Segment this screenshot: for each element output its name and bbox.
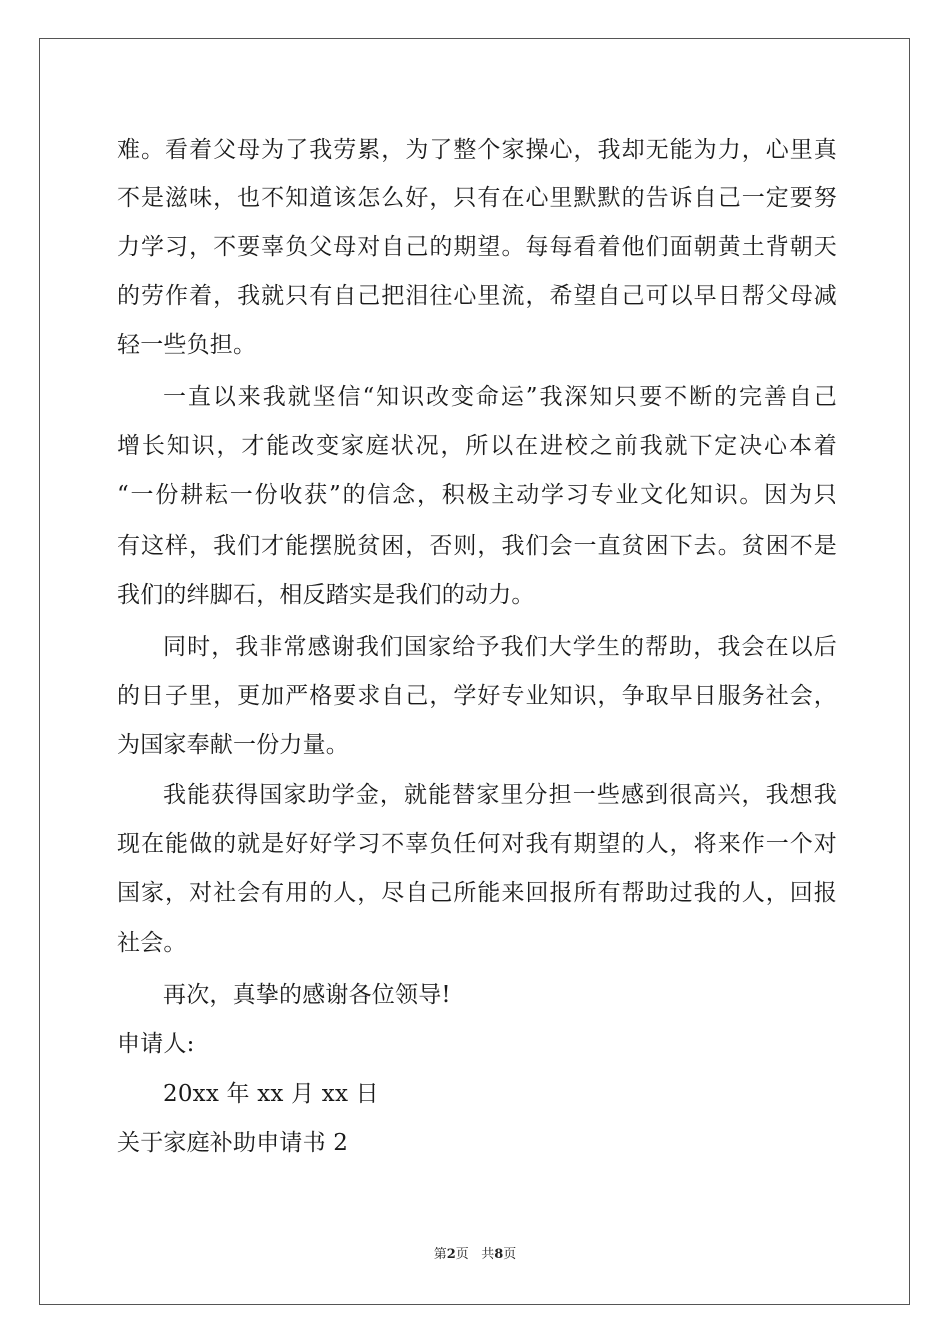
- paragraph-line: 同时，我非常感谢我们国家给予我们大学生的帮助，我会在以后: [163, 634, 837, 660]
- paragraph-line: 力学习，不要辜负父母对自己的期望。每每看着他们面朝黄土背朝天: [117, 234, 837, 260]
- paragraph-line: 的劳作着，我就只有自己把泪往心里流，希望自己可以早日帮父母减: [117, 283, 837, 309]
- paragraph-line: 轻一些负担。: [117, 332, 257, 358]
- paragraph-line: 一直以来我就坚信“知识改变命运”我深知只要不断的完善自己: [163, 384, 837, 410]
- closing-line: 再次，真挚的感谢各位领导!: [163, 982, 451, 1008]
- current-page-number: 2: [446, 1247, 456, 1262]
- next-document-title: 关于家庭补助申请书 2: [117, 1130, 349, 1156]
- footer-page-unit: 页: [455, 1247, 469, 1262]
- footer-prefix: 第: [433, 1247, 447, 1262]
- paragraph-line: 国家，对社会有用的人，尽自己所能来回报所有帮助过我的人，回报: [117, 880, 837, 906]
- paragraph-line: 我能获得国家助学金，就能替家里分担一些感到很高兴，我想我: [163, 782, 837, 808]
- paragraph-line: 不是滋味，也不知道该怎么好，只有在心里默默的告诉自己一定要努: [117, 185, 837, 211]
- applicant-label: 申请人:: [117, 1031, 195, 1057]
- paragraph-line: 增长知识，才能改变家庭状况，所以在进校之前我就下定决心本着: [117, 433, 837, 459]
- paragraph-line: “一份耕耘一份收获”的信念，积极主动学习专业文化知识。因为只: [117, 482, 837, 508]
- paragraph-line: 为国家奉献一份力量。: [117, 732, 349, 758]
- paragraph-line: 现在能做的就是好好学习不辜负任何对我有期望的人，将来作一个对: [117, 831, 837, 857]
- page-footer: [0, 1247, 950, 1263]
- paragraph-line: 有这样，我们才能摆脱贫困，否则，我们会一直贫困下去。贫困不是: [117, 533, 837, 559]
- paragraph-line: 社会。: [117, 930, 187, 956]
- paragraph-line: 我们的绊脚石，相反踏实是我们的动力。: [117, 582, 535, 608]
- paragraph-line: 的日子里，更加严格要求自己，学好专业知识，争取早日服务社会，: [117, 683, 837, 709]
- date-line: 20xx 年 xx 月 xx 日: [163, 1081, 379, 1107]
- footer-total-unit: 页: [503, 1247, 517, 1262]
- total-page-count: 8: [494, 1247, 504, 1262]
- footer-total-prefix: 共: [481, 1247, 495, 1262]
- paragraph-line: 难。看着父母为了我劳累，为了整个家操心，我却无能为力，心里真: [117, 137, 837, 163]
- page-border: [39, 38, 910, 1305]
